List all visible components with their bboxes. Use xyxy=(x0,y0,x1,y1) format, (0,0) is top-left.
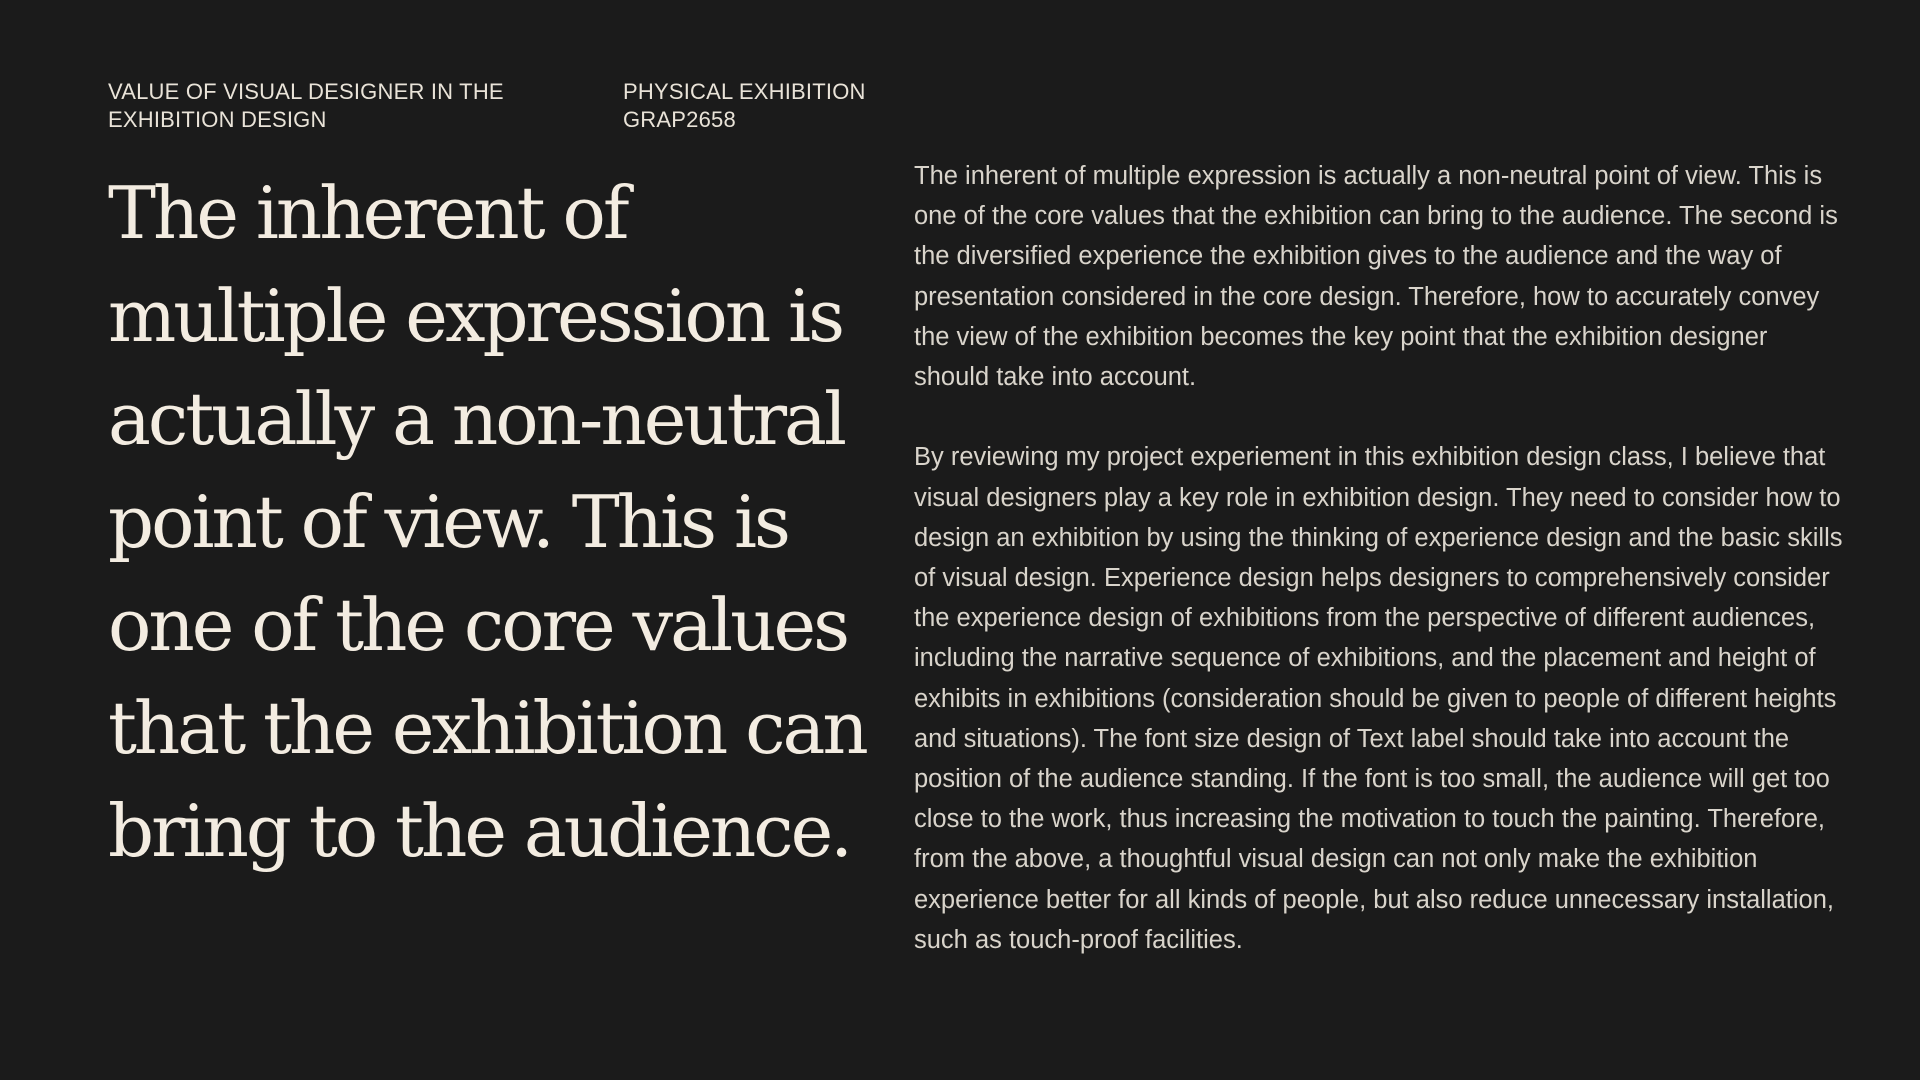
course-title xyxy=(108,78,504,134)
course-title-line-2: EXHIBITION DESIGN xyxy=(108,107,327,132)
body-paragraph-2: By reviewing my project experiement in this exhibition design class, I believe that visual designers play a key role in exhibition design. They need to consider how to design an exhibition by using the thinking of experience design and the basic skills of visual design. Experience design helps designers to comprehensively consider the experience design of exhibitions from the perspective of different audiences, including the narrative sequence of exhibitions, and the placement and height of exhibits in exhibitions (consideration should be given to people of different heights and situations). The font size design of Text label should take into account the position of the audience standing. If the font is too small, the audience will get too close to the work, thus increasing the motivation to touch the painting. Therefore, from the above, a thoughtful visual design can not only make the exhibition experience better for all kinds of people, but also reduce unnecessary installation, such as touch-proof facilities. xyxy=(914,443,1843,954)
course-name: PHYSICAL EXHIBITION xyxy=(623,79,866,104)
course-info xyxy=(623,78,866,134)
course-code: GRAP2658 xyxy=(623,107,736,132)
course-title-line-1: VALUE OF VISUAL DESIGNER IN THE xyxy=(108,79,504,104)
body-text xyxy=(914,156,1844,960)
headline-quote: The inherent of multiple expression is actually a non-neutral point of view. This is one of the core values that the exhibition can bring to the audience. xyxy=(108,171,866,873)
body-paragraph-1: The inherent of multiple expression is actually a non-neutral point of view. This is one of the core values that the exhibition can bring to the audience. The second is the diversified experience the exhibition gives to the audience and the way of presentation considered in the core design. Therefore, how to accurately convey the view of the exhibition becomes the key point that the exhibition designer should take into account. xyxy=(914,162,1838,392)
